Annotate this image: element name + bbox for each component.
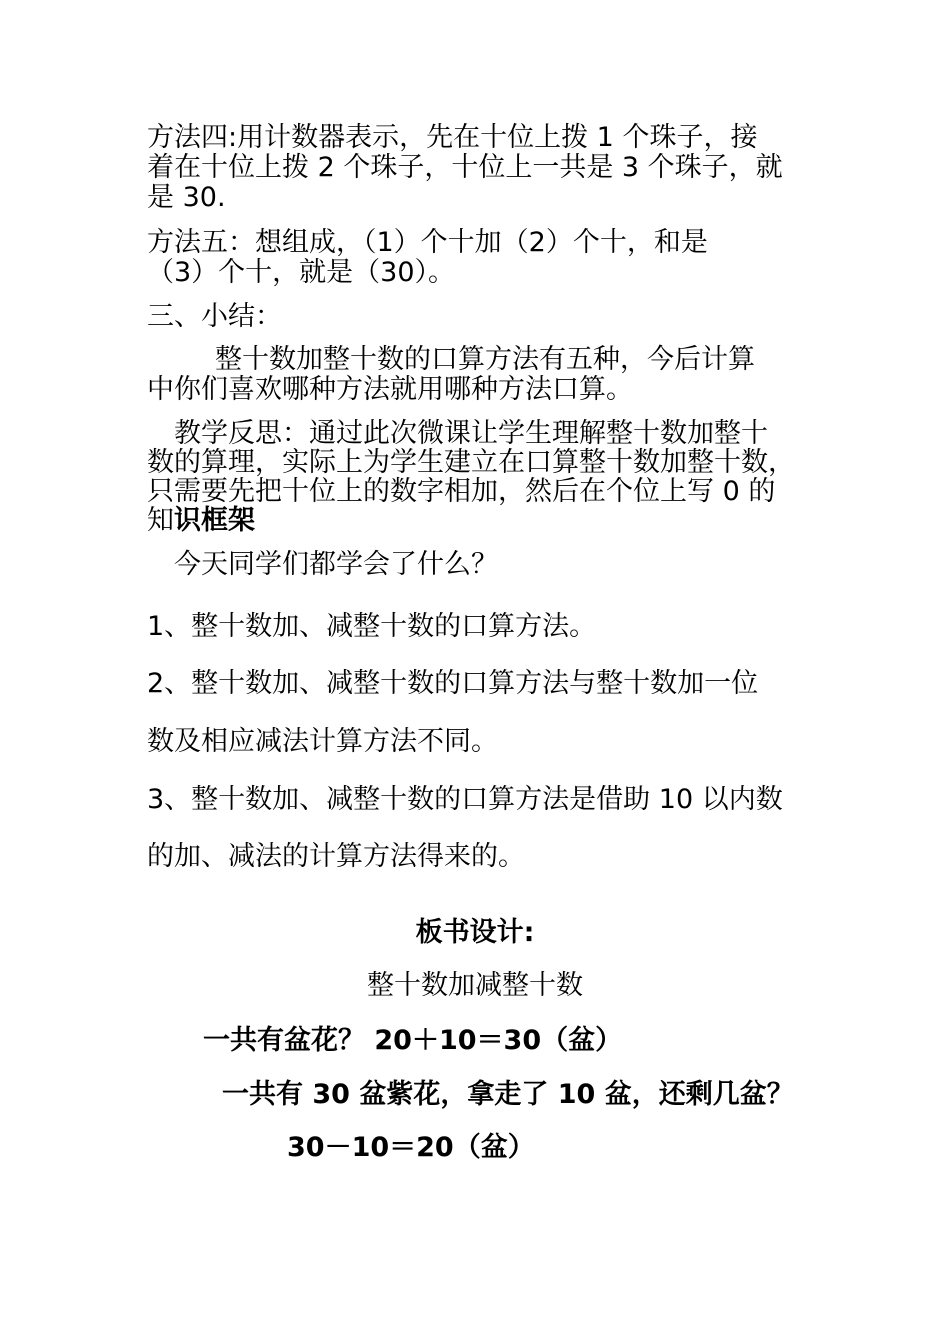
reflection-line-4 (147, 506, 255, 536)
method5-line-1: 方法五：想组成，（1）个十加（2）个十，和是 (147, 227, 708, 258)
method4-line-1: 方法四:用计数器表示，先在十位上拨 1 个珠子，接 (147, 122, 758, 153)
board-line-1: 一共有盆花？ 20＋10＝30（盆） (203, 1025, 623, 1056)
reflection-last-plain: 知 (147, 505, 174, 536)
board-heading: 板书设计: (415, 917, 535, 948)
board-title: 整十数加减整十数 (367, 970, 583, 1001)
point-2-line-1: 2、整十数加、减整十数的口算方法与整十数加一位 (147, 668, 759, 699)
reflection-line-2: 数的算理，实际上为学生建立在口算整十数加整十数， (147, 447, 795, 478)
summary-line-2: 中你们喜欢哪种方法就用哪种方法口算。 (147, 374, 633, 405)
point-3-line-2: 的加、减法的计算方法得来的。 (147, 841, 525, 872)
board-line-3: 30－10＝20（盆） (287, 1132, 535, 1163)
reflection-line-3: 只需要先把十位上的数字相加，然后在个位上写 0 的 (147, 476, 776, 507)
point-1: 1、整十数加、减整十数的口算方法。 (147, 611, 597, 642)
method4-line-2: 着在十位上拨 2 个珠子，十位上一共是 3 个珠子，就 (147, 152, 783, 183)
method5-line-2: （3）个十，就是（30）。 (147, 257, 456, 288)
reflection-line-1: 教学反思：通过此次微课让学生理解整十数加整十 (174, 418, 768, 449)
summary-heading: 三、小结： (147, 301, 282, 332)
point-2-line-2: 数及相应减法计算方法不同。 (147, 726, 498, 757)
reflection-last-bold: 识框架 (174, 505, 255, 536)
board-line-2: 一共有 30 盆紫花，拿走了 10 盆，还剩几盆？ (222, 1079, 794, 1110)
summary-line-1: 整十数加整十数的口算方法有五种，今后计算 (215, 344, 755, 375)
method4-line-3: 是 30. (147, 182, 226, 213)
question-line: 今天同学们都学会了什么？ (174, 549, 498, 580)
point-3-line-1: 3、整十数加、减整十数的口算方法是借助 10 以内数 (147, 784, 783, 815)
